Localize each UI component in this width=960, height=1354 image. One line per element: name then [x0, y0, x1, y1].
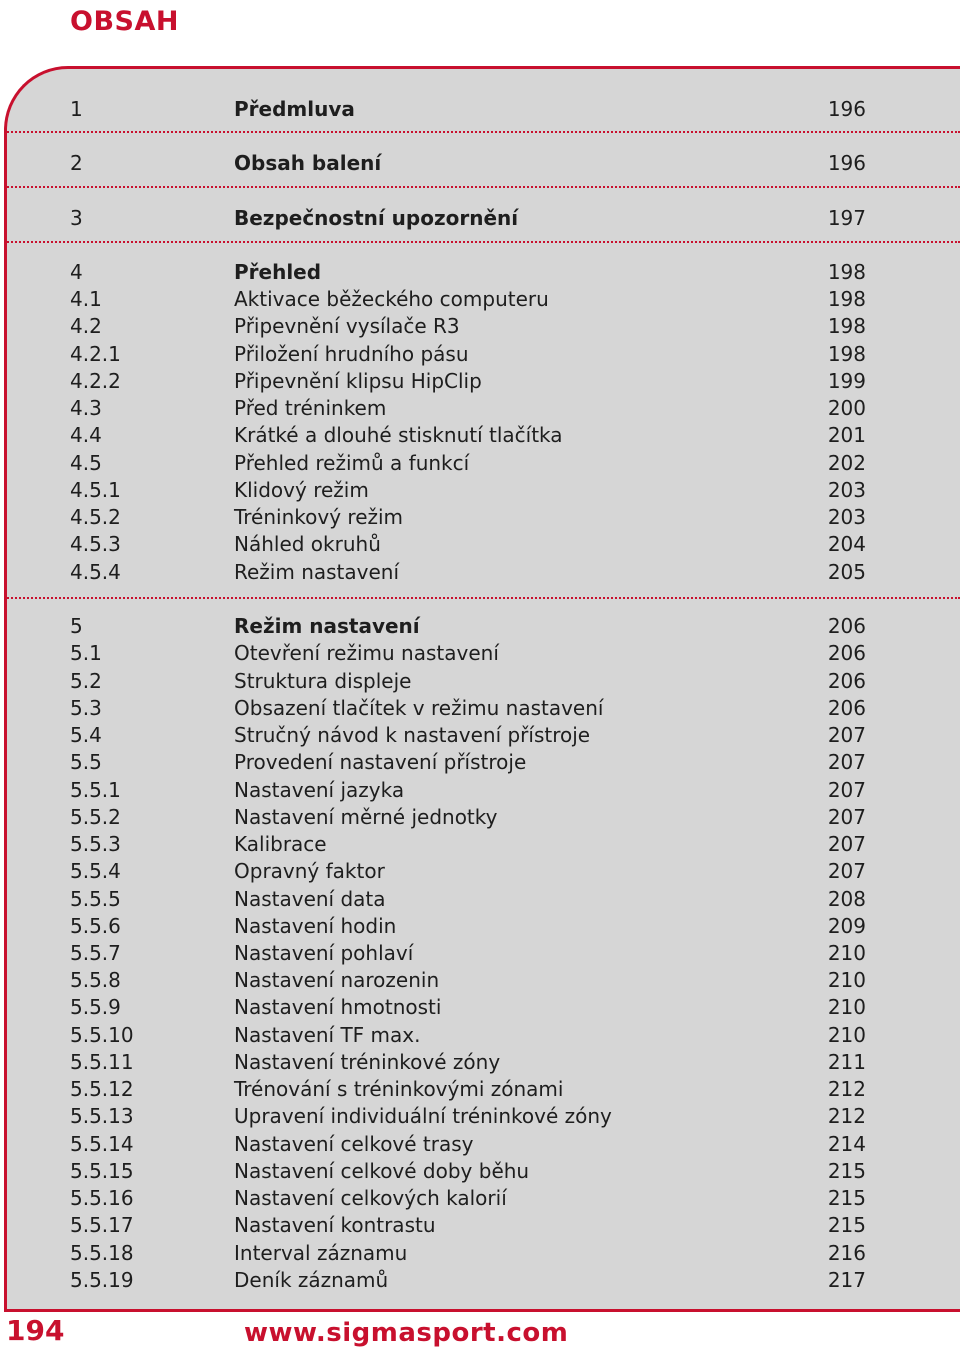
toc-page-number: 207 [827, 832, 866, 856]
toc-section-title: Přiložení hrudního pásu [234, 342, 469, 366]
toc-page-number: 197 [827, 206, 866, 230]
toc-page-number: 207 [827, 778, 866, 802]
toc-section-number: 5.5.2 [70, 805, 121, 829]
section-divider [4, 131, 960, 133]
toc-row [0, 940, 960, 967]
toc-row [0, 286, 960, 313]
toc-section-title: Provedení nastavení přístroje [234, 750, 527, 774]
toc-section-title: Předmluva [234, 97, 355, 121]
toc-section-title: Nastavení pohlaví [234, 941, 414, 965]
toc-row [0, 1022, 960, 1049]
toc-row [0, 749, 960, 776]
toc-page-number: 203 [827, 478, 866, 502]
toc-page-number: 212 [827, 1104, 866, 1128]
toc-section-number: 4.2.1 [70, 342, 121, 366]
toc-section-title: Před tréninkem [234, 396, 387, 420]
toc-page-number: 206 [827, 614, 866, 638]
toc-row [0, 1049, 960, 1076]
toc-section-number: 4.5.4 [70, 560, 121, 584]
toc-page-number: 199 [827, 369, 866, 393]
toc-section-title: Bezpečnostní upozornění [234, 206, 519, 230]
toc-section-number: 5.5.7 [70, 941, 121, 965]
toc-section-title: Obsah balení [234, 151, 382, 175]
toc-row [0, 695, 960, 722]
toc-section-title: Deník záznamů [234, 1268, 389, 1292]
toc-section-title: Trénování s tréninkovými zónami [234, 1077, 564, 1101]
page-title: OBSAH [70, 6, 179, 37]
toc-row [0, 613, 960, 640]
toc-section-title: Opravný faktor [234, 859, 385, 883]
toc-section-title: Nastavení celkové trasy [234, 1132, 474, 1156]
toc-section-number: 5.5.15 [70, 1159, 134, 1183]
toc-section-title: Nastavení narozenin [234, 968, 440, 992]
toc-section-title: Nastavení kontrastu [234, 1213, 436, 1237]
toc-row [0, 668, 960, 695]
toc-row [0, 967, 960, 994]
toc-section-number: 4.5 [70, 451, 102, 475]
toc-row [0, 259, 960, 286]
toc-section-title: Nastavení hmotnosti [234, 995, 442, 1019]
toc-page-number: 198 [827, 314, 866, 338]
toc-page-number: 210 [827, 995, 866, 1019]
toc-row [0, 205, 960, 232]
toc-row [0, 804, 960, 831]
toc-section-number: 4.4 [70, 423, 102, 447]
toc-page-number: 207 [827, 750, 866, 774]
toc-section-number: 4.5.3 [70, 532, 121, 556]
toc-page-number: 214 [827, 1132, 866, 1156]
toc-section-number: 5.5 [70, 750, 102, 774]
toc-row [0, 150, 960, 177]
toc-page-number: 215 [827, 1213, 866, 1237]
toc-section-title: Nastavení hodin [234, 914, 397, 938]
toc-section-number: 5.4 [70, 723, 102, 747]
toc-section-number: 5.5.17 [70, 1213, 134, 1237]
toc-section-number: 5.1 [70, 641, 102, 665]
toc-section-title: Upravení individuální tréninkové zóny [234, 1104, 612, 1128]
toc-row [0, 858, 960, 885]
toc-row [0, 1158, 960, 1185]
toc-page-number: 211 [827, 1050, 866, 1074]
toc-section-number: 5.5.16 [70, 1186, 134, 1210]
toc-row [0, 886, 960, 913]
toc-page-number: 215 [827, 1159, 866, 1183]
toc-page-number: 206 [827, 641, 866, 665]
toc-section-title: Nastavení měrné jednotky [234, 805, 498, 829]
toc-row [0, 1240, 960, 1267]
toc-page-number: 212 [827, 1077, 866, 1101]
section-divider [4, 241, 960, 243]
toc-section-number: 5.5.10 [70, 1023, 134, 1047]
toc-page-number: 203 [827, 505, 866, 529]
toc-section-title: Nastavení TF max. [234, 1023, 421, 1047]
toc-section-title: Stručný návod k nastavení přístroje [234, 723, 591, 747]
toc-section-title: Připevnění vysílače R3 [234, 314, 460, 338]
toc-page-number: 198 [827, 342, 866, 366]
toc-row [0, 1267, 960, 1294]
toc-section-title: Režim nastavení [234, 560, 400, 584]
toc-section-number: 5 [70, 614, 83, 638]
toc-page-number: 196 [827, 151, 866, 175]
toc-row [0, 777, 960, 804]
toc-page-number: 201 [827, 423, 866, 447]
toc-row [0, 640, 960, 667]
toc-row [0, 450, 960, 477]
toc-row [0, 1212, 960, 1239]
toc-page-number: 209 [827, 914, 866, 938]
toc-page-number: 215 [827, 1186, 866, 1210]
toc-row [0, 913, 960, 940]
toc-row [0, 722, 960, 749]
toc-section-title: Tréninkový režim [234, 505, 404, 529]
toc-row [0, 96, 960, 123]
toc-section-title: Kalibrace [234, 832, 327, 856]
toc-page-number: 217 [827, 1268, 866, 1292]
toc-section-title: Struktura displeje [234, 669, 412, 693]
toc-section-number: 4.5.1 [70, 478, 121, 502]
toc-section-title: Interval záznamu [234, 1241, 408, 1265]
toc-row [0, 422, 960, 449]
toc-section-title: Otevření režimu nastavení [234, 641, 499, 665]
toc-page-number: 210 [827, 1023, 866, 1047]
toc-page-number: 198 [827, 260, 866, 284]
toc-row [0, 831, 960, 858]
toc-section-number: 5.2 [70, 669, 102, 693]
toc-section-number: 2 [70, 151, 83, 175]
toc-section-number: 5.5.1 [70, 778, 121, 802]
toc-page-number: 206 [827, 696, 866, 720]
toc-section-title: Nastavení data [234, 887, 386, 911]
toc-section-title: Nastavení jazyka [234, 778, 405, 802]
toc-section-title: Krátké a dlouhé stisknutí tlačítka [234, 423, 563, 447]
section-divider [4, 186, 960, 188]
toc-section-number: 5.5.4 [70, 859, 121, 883]
toc-page-number: 198 [827, 287, 866, 311]
toc-section-title: Režim nastavení [234, 614, 420, 638]
section-divider [4, 597, 960, 599]
toc-section-number: 4.1 [70, 287, 102, 311]
toc-section-number: 5.3 [70, 696, 102, 720]
toc-page-number: 207 [827, 805, 866, 829]
toc-page-number: 210 [827, 968, 866, 992]
toc-section-number: 5.5.5 [70, 887, 121, 911]
toc-row [0, 994, 960, 1021]
toc-page-number: 207 [827, 723, 866, 747]
toc-section-number: 5.5.14 [70, 1132, 134, 1156]
toc-row [0, 477, 960, 504]
toc-section-number: 5.5.13 [70, 1104, 134, 1128]
toc-section-title: Přehled [234, 260, 322, 284]
toc-row [0, 504, 960, 531]
toc-page-number: 204 [827, 532, 866, 556]
toc-page-number: 205 [827, 560, 866, 584]
toc-section-number: 5.5.12 [70, 1077, 134, 1101]
toc-row [0, 1131, 960, 1158]
toc-page-number: 216 [827, 1241, 866, 1265]
toc-section-title: Obsazení tlačítek v režimu nastavení [234, 696, 604, 720]
toc-row [0, 559, 960, 586]
footer-page-number: 194 [6, 1314, 65, 1347]
toc-section-title: Klidový režim [234, 478, 369, 502]
toc-section-title: Nastavení tréninkové zóny [234, 1050, 501, 1074]
toc-page-number: 202 [827, 451, 866, 475]
toc-page-number: 207 [827, 859, 866, 883]
toc-row [0, 368, 960, 395]
toc-row [0, 1103, 960, 1130]
toc-section-title: Připevnění klipsu HipClip [234, 369, 482, 393]
toc-section-title: Přehled režimů a funkcí [234, 451, 470, 475]
toc-row [0, 395, 960, 422]
toc-section-title: Aktivace běžeckého computeru [234, 287, 549, 311]
toc-section-number: 4.3 [70, 396, 102, 420]
toc-row [0, 341, 960, 368]
toc-section-number: 3 [70, 206, 83, 230]
toc-page-number: 206 [827, 669, 866, 693]
toc-section-number: 5.5.18 [70, 1241, 134, 1265]
toc-page-number: 210 [827, 941, 866, 965]
toc-row [0, 1076, 960, 1103]
toc-page-number: 196 [827, 97, 866, 121]
toc-section-number: 5.5.8 [70, 968, 121, 992]
toc-section-number: 5.5.3 [70, 832, 121, 856]
toc-section-number: 4.5.2 [70, 505, 121, 529]
footer-url: www.sigmasport.com [244, 1318, 569, 1348]
toc-row [0, 1185, 960, 1212]
toc-section-number: 1 [70, 97, 83, 121]
toc-section-number: 5.5.11 [70, 1050, 134, 1074]
toc-section-number: 5.5.6 [70, 914, 121, 938]
toc-section-number: 4.2.2 [70, 369, 121, 393]
toc-page-number: 208 [827, 887, 866, 911]
toc-row [0, 313, 960, 340]
toc-section-title: Nastavení celkové doby běhu [234, 1159, 530, 1183]
toc-section-number: 5.5.9 [70, 995, 121, 1019]
toc-page-number: 200 [827, 396, 866, 420]
toc-section-number: 4 [70, 260, 83, 284]
toc-section-number: 4.2 [70, 314, 102, 338]
toc-section-number: 5.5.19 [70, 1268, 134, 1292]
toc-row [0, 531, 960, 558]
toc-section-title: Náhled okruhů [234, 532, 381, 556]
toc-section-title: Nastavení celkových kalorií [234, 1186, 507, 1210]
